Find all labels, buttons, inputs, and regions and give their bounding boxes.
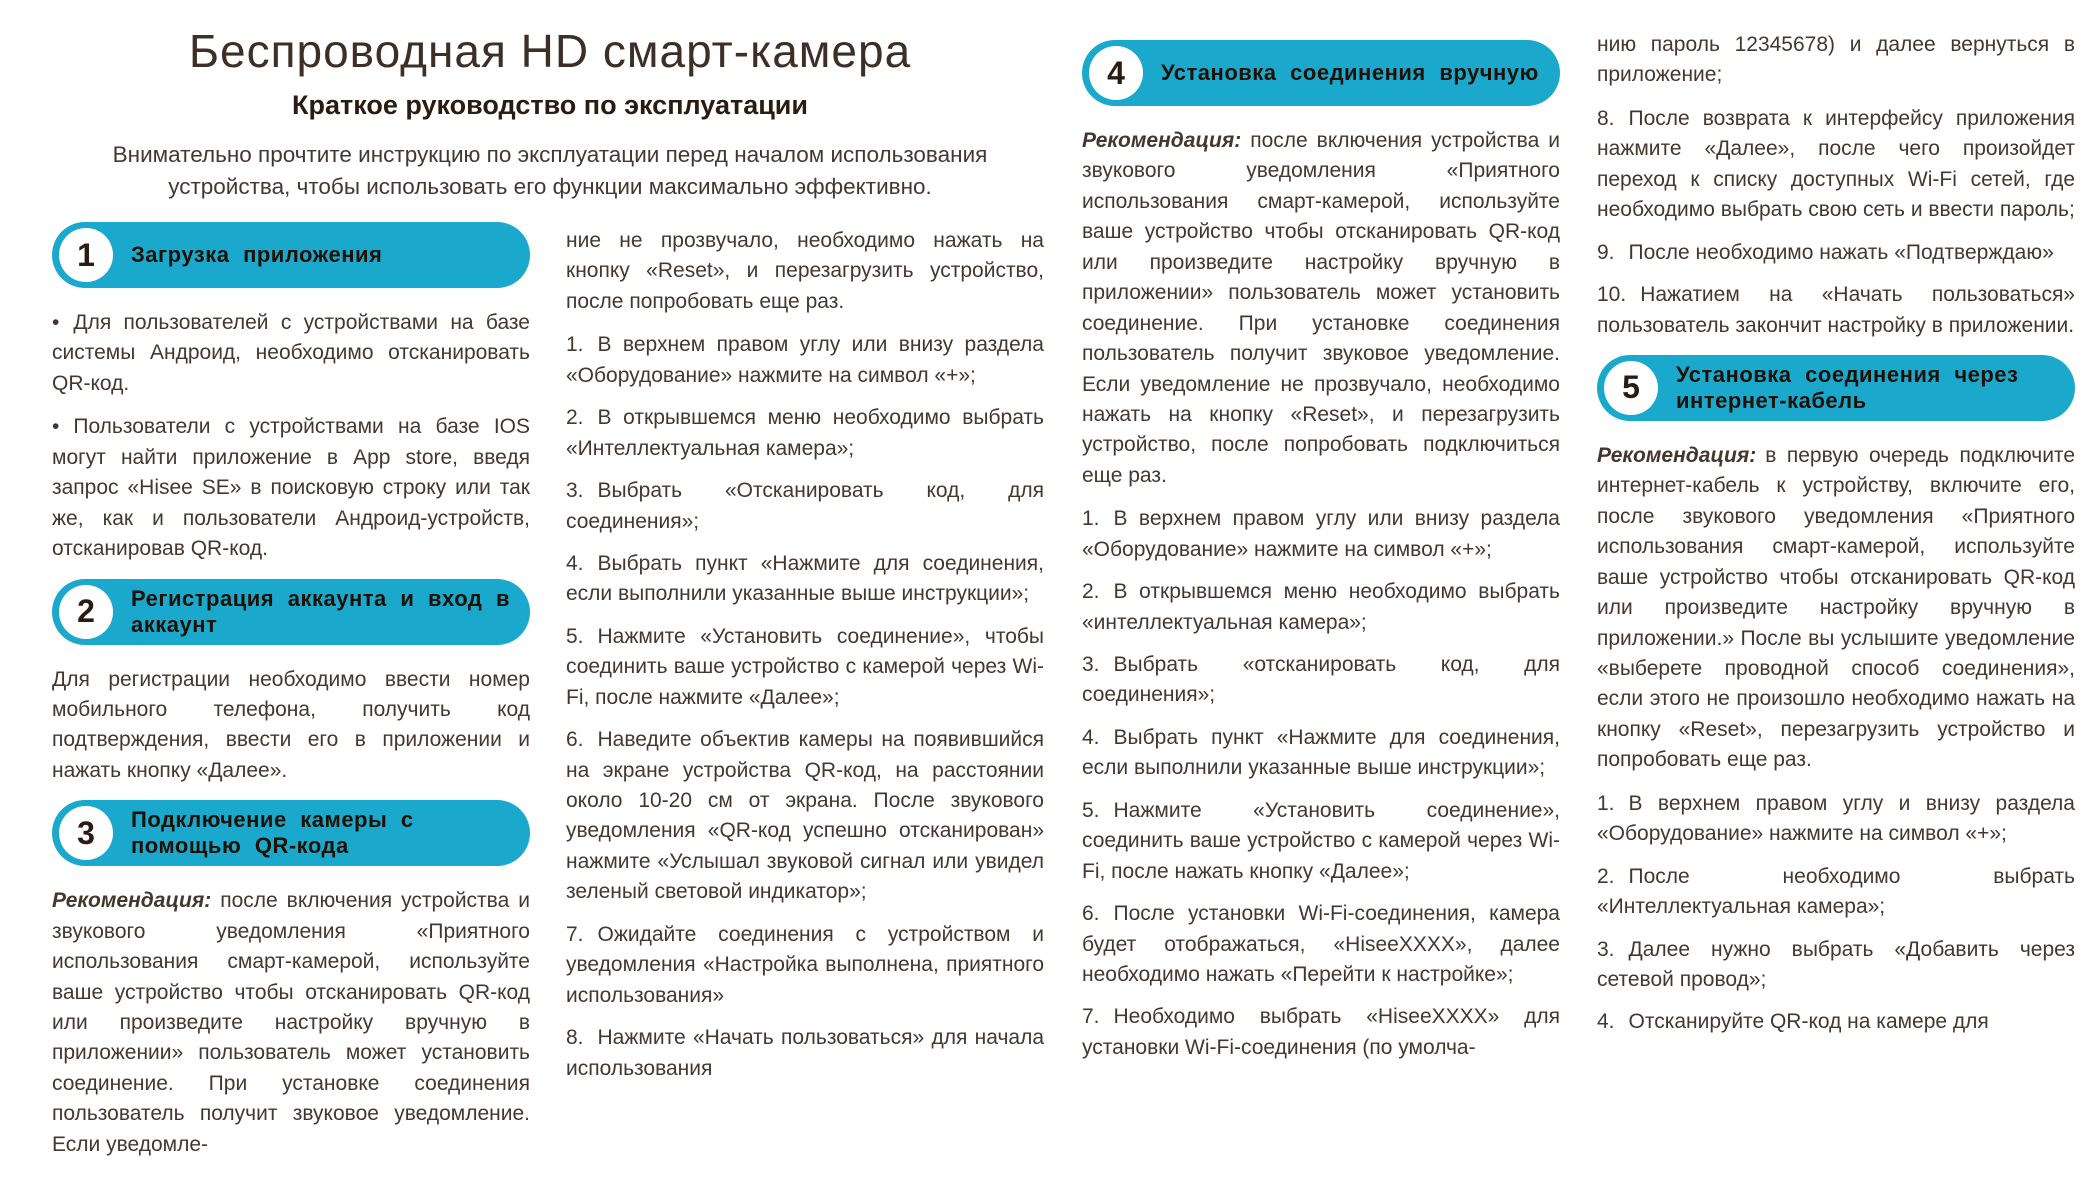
page-title: Беспроводная HD смарт-камера bbox=[188, 25, 912, 77]
step-number: 4. bbox=[1597, 1010, 1615, 1034]
step-item bbox=[1082, 650, 1560, 711]
bullet-marker: • bbox=[52, 311, 60, 334]
step-number: 5. bbox=[1082, 798, 1100, 822]
recommendation-text: после включения устройства и звукового уведомления «Приятного использования смарт-камерой, используйте ваше устройство чтобы отсканировать QR-код или произведите настройку вручную в приложении» пользователь может установить соединение. При установке соединения пользователь получит звуковое уведомление. Если уведомле- bbox=[52, 889, 530, 1156]
step-text: В верхнем правом углу или внизу раздела «Оборудование» нажмите на символ «+»; bbox=[566, 333, 1044, 387]
continuation-paragraph: ние не прозвучало, необходимо нажать на кнопку «Reset», и перезагрузить устройство, после попробовать еще раз. bbox=[566, 229, 1044, 313]
step-text: Нажмите «Начать пользоваться» для начала использования bbox=[566, 1026, 1044, 1080]
step-number: 1. bbox=[1597, 791, 1615, 815]
step-number: 3. bbox=[1082, 653, 1100, 676]
step-text: Выбрать пункт «Нажмите для соединения, если выполнили указанные выше инструкции»; bbox=[566, 551, 1044, 606]
step-text: Нажатием на «Начать пользоваться» пользователь закончит настройку в приложении. bbox=[1597, 283, 2075, 337]
intro-text: Внимательно прочтите инструкцию по эксплуатации перед началом использования устройства, чтобы использовать его функции максимально эффективно. bbox=[112, 142, 988, 199]
section-4-number: 4 bbox=[1089, 46, 1143, 100]
step-number: 9. bbox=[1597, 240, 1615, 264]
page-subtitle: Краткое руководство по эксплуатации bbox=[291, 90, 809, 120]
step-item bbox=[566, 622, 1044, 713]
recommendation-paragraph bbox=[1082, 126, 1560, 491]
step-item bbox=[566, 549, 1044, 610]
column-4 bbox=[1597, 30, 2075, 1050]
step-item bbox=[1082, 504, 1560, 565]
step-text: Выбрать «отсканировать код, для соединения»; bbox=[1082, 653, 1560, 707]
step-number: 1. bbox=[1082, 507, 1100, 531]
step-number: 6. bbox=[566, 728, 584, 752]
bullet-text: Для пользователей с устройствами на базе системы Андроид, необходимо отсканировать QR-код. bbox=[52, 311, 530, 395]
step-text: Наведите объектив камеры на появившийся на экране устройства QR-код, на расстоянии около 10-20 см от экрана. После звукового уведомления «QR-код успешно отсканирован» нажмите «Услышал звуковой сигнал или увидел зеленый световой индикатор»; bbox=[566, 728, 1044, 904]
step-item bbox=[1082, 1002, 1560, 1063]
section-5-title: Установка соединения через интернет-кабель bbox=[1676, 361, 2019, 413]
step-item bbox=[1597, 935, 2075, 996]
step-number: 8. bbox=[566, 1026, 584, 1050]
step-number: 4. bbox=[1082, 725, 1100, 749]
section-2-badge bbox=[52, 579, 530, 645]
section-2-title: Регистрация аккаунта и вход в аккаунт bbox=[131, 585, 510, 637]
section-5-badge bbox=[1597, 355, 2075, 421]
step-item bbox=[1597, 789, 2075, 850]
step-item bbox=[566, 476, 1044, 537]
section-1-title: Загрузка приложения bbox=[131, 242, 383, 268]
paragraph: Для регистрации необходимо ввести номер мобильного телефона, получить код подтверждения, ввести его в приложении и нажать кнопку «Далее». bbox=[52, 667, 530, 782]
column-3 bbox=[1082, 40, 1560, 1075]
step-number: 10. bbox=[1597, 283, 1627, 307]
step-item bbox=[1597, 238, 2075, 268]
step-number: 2. bbox=[1082, 580, 1100, 604]
bullet-marker: • bbox=[52, 415, 60, 439]
section-2-number: 2 bbox=[59, 585, 113, 639]
step-text: В верхнем правом углу или внизу раздела «Оборудование» нажмите на символ «+»; bbox=[1082, 507, 1560, 561]
step-number: 1. bbox=[566, 333, 584, 357]
step-item bbox=[1082, 723, 1560, 784]
step-item bbox=[566, 1023, 1044, 1084]
step-number: 3. bbox=[566, 479, 584, 503]
recommendation-label: Рекомендация: bbox=[1082, 129, 1242, 152]
section-5-number: 5 bbox=[1604, 361, 1658, 415]
step-item bbox=[1082, 577, 1560, 638]
section-4-badge bbox=[1082, 40, 1560, 106]
step-number: 3. bbox=[1597, 937, 1615, 961]
section-4-title: Установка соединения вручную bbox=[1161, 60, 1539, 86]
recommendation-paragraph bbox=[1597, 441, 2075, 776]
recommendation-text: в первую очередь подключите интернет-кабель к устройству, включите его, после звукового уведомления «Приятного использования смарт-камерой, используйте ваше устройство чтобы отсканировать QR-код или произведите настройку вручную в приложении.» После вы услышите уведомление «выберете проводной способ соединения», если этого не произошло необходимо нажать на кнопку «Reset», перезагрузить устройство и попробовать еще раз. bbox=[1597, 443, 2075, 772]
section-1-badge bbox=[52, 222, 530, 288]
step-text: Ожидайте соединения с устройством и уведомления «Настройка выполнена, приятного использования» bbox=[566, 922, 1044, 1007]
step-number: 6. bbox=[1082, 902, 1100, 926]
step-item bbox=[1597, 104, 2075, 226]
step-text: Нажмите «Установить соединение», чтобы соединить ваше устройство с камерой через Wi-Fi, после нажмите «Далее»; bbox=[566, 624, 1044, 709]
step-number: 4. bbox=[566, 551, 584, 575]
continuation-paragraph: нию пароль 12345678) и далее вернуться в приложение; bbox=[1597, 33, 2075, 87]
step-text: После необходимо выбрать «Интеллектуальная камера»; bbox=[1597, 864, 2075, 919]
recommendation-label: Рекомендация: bbox=[52, 889, 212, 913]
bullet-item bbox=[52, 412, 530, 564]
step-item bbox=[1597, 862, 2075, 923]
step-text: В открывшемся меню необходимо выбрать «Интеллектуальная камера»; bbox=[566, 406, 1044, 460]
step-item bbox=[1082, 899, 1560, 990]
bullet-text: Пользователи с устройствами на базе IOS могут найти приложение в App store, введя запрос «Hisee SE» в поисковую строку или так же, как и пользователи Андроид-устройств, отсканировав QR-код. bbox=[52, 415, 530, 561]
step-text: В открывшемся меню необходимо выбрать «интеллектуальная камера»; bbox=[1082, 580, 1560, 634]
step-number: 7. bbox=[566, 922, 584, 946]
document-header bbox=[60, 24, 1040, 202]
step-text: Выбрать «Отсканировать код, для соединения»; bbox=[566, 479, 1044, 533]
recommendation-label: Рекомендация: bbox=[1597, 443, 1757, 467]
bullet-item bbox=[52, 308, 530, 399]
step-text: Выбрать пункт «Нажмите для соединения, если выполнили указанные выше инструкции»; bbox=[1082, 725, 1560, 780]
step-item bbox=[566, 920, 1044, 1011]
step-number: 7. bbox=[1082, 1005, 1100, 1029]
step-item bbox=[1597, 1007, 2075, 1037]
step-text: После установки Wi-Fi-соединения, камера будет отображаться, «HiseeXXXX», далее необходимо нажать «Перейти к настройке»; bbox=[1082, 902, 1560, 986]
recommendation-text: после включения устройства и звукового уведомления «Приятного использования смарт-камерой, используйте ваше устройство чтобы отсканировать QR-код или произведите настройку вручную в приложении» пользователь может установить соединение. При установке соединения пользователь получит звуковое уведомление. Если уведомление не прозвучало, необходимо нажать на кнопку «Reset», и перезагрузить устройство, после попробовать подключиться еще раз. bbox=[1082, 129, 1560, 487]
step-item bbox=[1597, 280, 2075, 341]
step-item bbox=[566, 330, 1044, 391]
section-3-badge bbox=[52, 800, 530, 866]
step-number: 2. bbox=[566, 406, 584, 430]
step-item bbox=[566, 725, 1044, 908]
step-text: Нажмите «Установить соединение», соединить ваше устройство с камерой через Wi-Fi, после нажать кнопку «Далее»; bbox=[1082, 798, 1560, 883]
section-1-number: 1 bbox=[59, 228, 113, 282]
section-3-number: 3 bbox=[59, 806, 113, 860]
column-2 bbox=[566, 226, 1044, 1096]
step-text: Далее нужно выбрать «Добавить через сетевой провод»; bbox=[1597, 937, 2075, 991]
recommendation-paragraph bbox=[52, 886, 530, 1160]
step-text: Необходимо выбрать «HiseeXXXX» для установки Wi-Fi-соединения (по умолча- bbox=[1082, 1005, 1560, 1059]
step-text: После возврата к интерфейсу приложения нажмите «Далее», после чего произойдет переход к списку доступных Wi-Fi сетей, где необходимо выбрать свою сеть и ввести пароль; bbox=[1597, 106, 2075, 222]
step-text: В верхнем правом углу и внизу раздела «Оборудование» нажмите на символ «+»; bbox=[1597, 791, 2075, 846]
step-number: 5. bbox=[566, 624, 584, 648]
step-number: 8. bbox=[1597, 106, 1615, 130]
step-number: 2. bbox=[1597, 864, 1615, 888]
step-item bbox=[1082, 796, 1560, 887]
step-text: Отсканируйте QR-код на камере для bbox=[1628, 1010, 1989, 1034]
step-text: После необходимо нажать «Подтверждаю» bbox=[1628, 240, 2054, 264]
step-item bbox=[566, 403, 1044, 464]
column-1 bbox=[52, 222, 530, 1173]
section-3-title: Подключение камеры с помощью QR-кода bbox=[131, 807, 414, 859]
